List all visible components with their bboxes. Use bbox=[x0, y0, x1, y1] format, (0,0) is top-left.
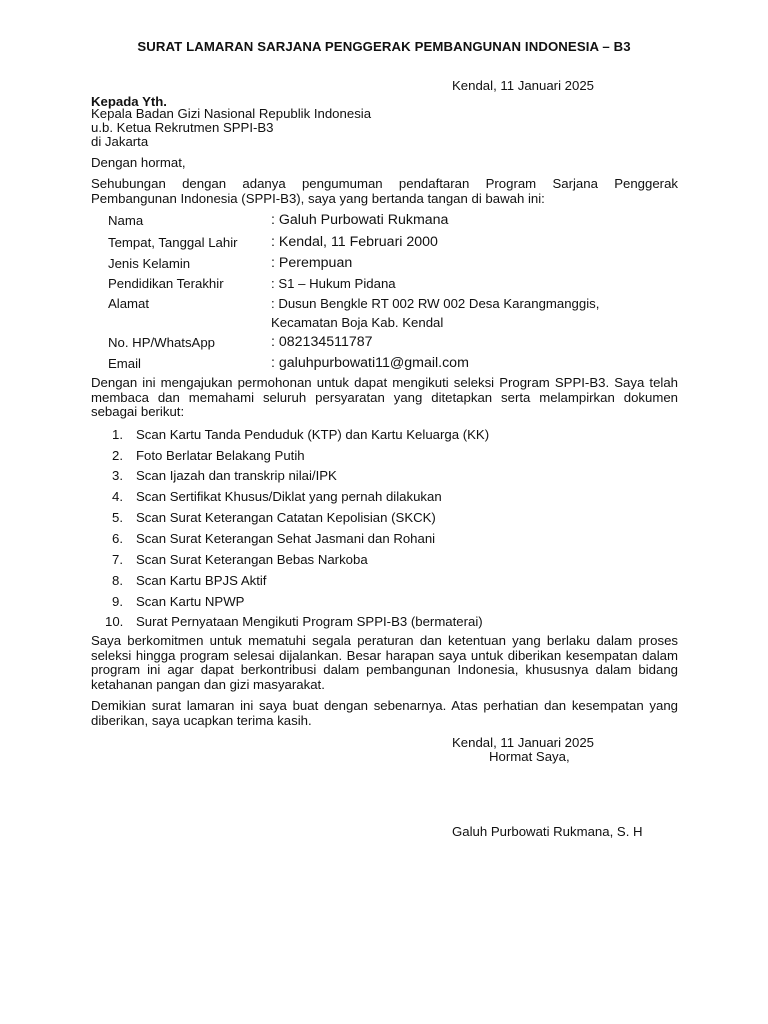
recipient-line-2: u.b. Ketua Rekrutmen SPPI-B3 bbox=[91, 120, 274, 135]
commitment-paragraph: Saya berkomitmen untuk mematuhi segala peraturan dan ketentuan yang berlaku dalam proses seleksi hingga program selesai dijalankan. Besar harapan saya untuk diberikan kesempatan dalam program ini agar dapat berkontribusi dalam pembangunan Indonesia, khususnya dalam bidang ketahanan pangan dan gizi masyarakat. bbox=[91, 633, 678, 692]
identity-value: : S1 – Hukum Pidana bbox=[271, 276, 396, 291]
identity-label: Nama bbox=[108, 213, 144, 228]
list-item-number: 5. bbox=[112, 510, 123, 525]
list-item-number: 10. bbox=[105, 614, 124, 629]
identity-value: : galuhpurbowati11@gmail.com bbox=[271, 355, 469, 371]
request-paragraph: Dengan ini mengajukan permohonan untuk dapat mengikuti seleksi Program SPPI-B3. Saya telah membaca dan memahami seluruh persyaratan yang ditetapkan serta melampirkan dokumen sebagai berikut: bbox=[91, 375, 678, 420]
list-item-number: 4. bbox=[112, 489, 123, 504]
list-item-number: 7. bbox=[112, 552, 123, 567]
closing-paragraph: Demikian surat lamaran ini saya buat dengan sebenarnya. Atas perhatian dan kesempatan yang diberikan, saya ucapkan terima kasih. bbox=[91, 698, 678, 728]
list-item: Scan Surat Keterangan Catatan Kepolisian (SKCK) bbox=[136, 510, 436, 525]
identity-value: : Galuh Purbowati Rukmana bbox=[271, 212, 449, 228]
identity-value: : Perempuan bbox=[271, 255, 353, 271]
intro-paragraph: Sehubungan dengan adanya pengumuman pendaftaran Program Sarjana Penggerak Pembangunan Indonesia (SPPI-B3), saya yang bertanda tangan di bawah ini: bbox=[91, 176, 678, 206]
list-item: Scan Kartu NPWP bbox=[136, 594, 245, 609]
identity-value: : Kendal, 11 Februari 2000 bbox=[271, 234, 438, 250]
list-item-number: 9. bbox=[112, 594, 123, 609]
identity-value: : Dusun Bengkle RT 002 RW 002 Desa Karangmanggis, bbox=[271, 296, 600, 311]
letter-title: SURAT LAMARAN SARJANA PENGGERAK PEMBANGUNAN INDONESIA – B3 bbox=[137, 39, 631, 54]
list-item-number: 3. bbox=[112, 468, 123, 483]
recipient-salutation: Kepada Yth. bbox=[91, 94, 167, 109]
identity-value: : 082134511787 bbox=[271, 334, 373, 350]
list-item: Scan Kartu BPJS Aktif bbox=[136, 573, 267, 588]
identity-label: No. HP/WhatsApp bbox=[108, 335, 216, 350]
letter-date: Kendal, 11 Januari 2025 bbox=[452, 78, 594, 93]
identity-label: Email bbox=[108, 356, 141, 371]
list-item: Scan Kartu Tanda Penduduk (KTP) dan Kartu Keluarga (KK) bbox=[136, 427, 490, 442]
identity-label: Tempat, Tanggal Lahir bbox=[108, 235, 238, 250]
recipient-line-1: Kepala Badan Gizi Nasional Republik Indonesia bbox=[91, 106, 372, 121]
list-item: Surat Pernyataan Mengikuti Program SPPI-B3 (bermaterai) bbox=[136, 614, 483, 629]
signature-date: Kendal, 11 Januari 2025 bbox=[452, 735, 594, 750]
list-item: Foto Berlatar Belakang Putih bbox=[136, 448, 305, 463]
list-item: Scan Sertifikat Khusus/Diklat yang pernah dilakukan bbox=[136, 489, 442, 504]
signatory-name: Galuh Purbowati Rukmana, S. H bbox=[452, 824, 643, 839]
list-item-number: 1. bbox=[112, 427, 123, 442]
recipient-line-3: di Jakarta bbox=[91, 134, 149, 149]
greeting: Dengan hormat, bbox=[91, 155, 186, 170]
list-item: Scan Surat Keterangan Sehat Jasmani dan Rohani bbox=[136, 531, 436, 546]
list-item: Scan Surat Keterangan Bebas Narkoba bbox=[136, 552, 368, 567]
list-item: Scan Ijazah dan transkrip nilai/IPK bbox=[136, 468, 337, 483]
regards-text: Hormat Saya, bbox=[489, 749, 570, 764]
list-item-number: 8. bbox=[112, 573, 123, 588]
identity-label: Jenis Kelamin bbox=[108, 256, 191, 271]
identity-value-continuation: Kecamatan Boja Kab. Kendal bbox=[271, 315, 444, 330]
list-item-number: 6. bbox=[112, 531, 123, 546]
identity-label: Alamat bbox=[108, 296, 150, 311]
identity-label: Pendidikan Terakhir bbox=[108, 276, 224, 291]
list-item-number: 2. bbox=[112, 448, 123, 463]
